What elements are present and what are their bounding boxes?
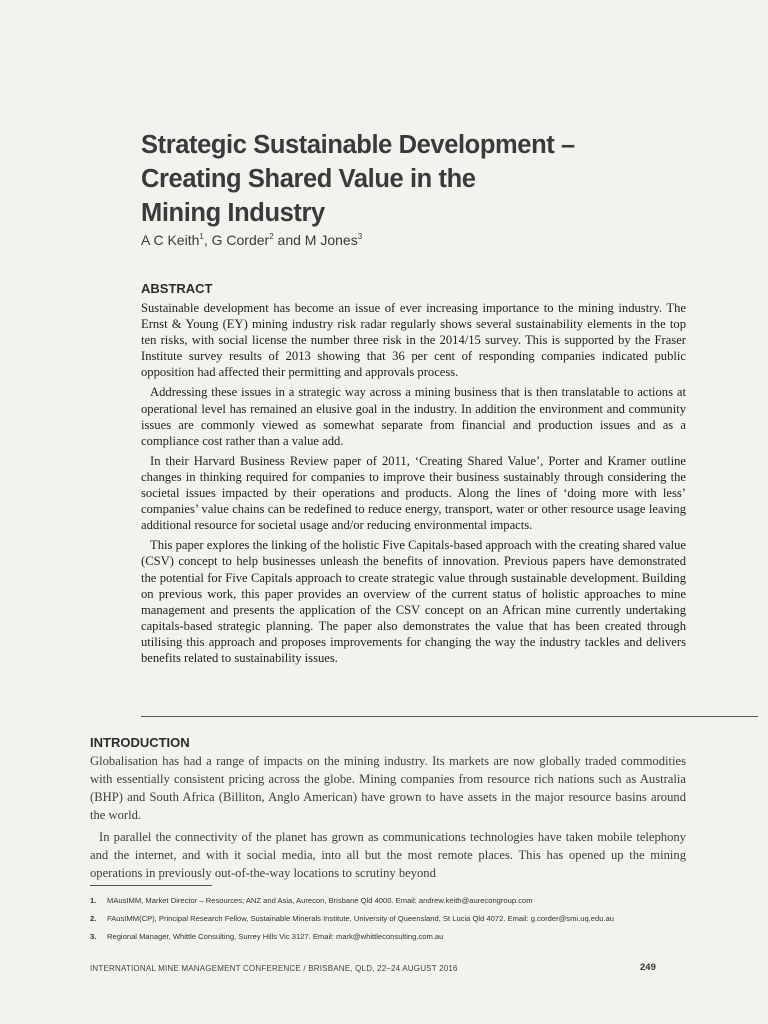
running-footer: INTERNATIONAL MINE MANAGEMENT CONFERENCE / BRISBANE, QLD, 22–24 AUGUST 2016 <box>90 964 458 973</box>
author-2: G Corder <box>211 232 270 248</box>
title-line-3: Mining Industry <box>141 199 325 227</box>
introduction-heading: INTRODUCTION <box>90 735 190 750</box>
footnote-item <box>90 896 690 914</box>
author-list <box>141 232 362 248</box>
footnotes <box>90 896 690 950</box>
introduction-paragraph: In parallel the connectivity of the planet has grown as communications technologies have taken mobile telephony and the internet, and with it social media, into all but the most remote places. This has opened up the mining operations in previously out-of-the-way locations to scrutiny beyond <box>90 830 686 880</box>
introduction-body <box>90 752 686 886</box>
author-1-affiliation: 1 <box>199 232 204 241</box>
author-separator: and <box>273 232 305 248</box>
abstract-paragraph: In their Harvard Business Review paper of 2011, ‘Creating Shared Value’, Porter and Kramer outline changes in thinking required for companies to improve their business sustainably through considering the societal issues impacted by their operations and products. Along the lines of ‘doing more with less’ companies’ value chains can be redefined to reduce energy, transport, water or other resource usage leaving additional resource for societal usage and/or reducing environmental impacts. <box>141 453 686 533</box>
author-1: A C Keith <box>141 232 200 248</box>
paper-title <box>141 128 701 230</box>
author-2-affiliation: 2 <box>269 232 274 241</box>
footnote-text: FAusIMM(CP), Principal Research Fellow, Sustainable Minerals Institute, University of Queensland, St Lucia Qld 4072. Email: g.corder@smi.uq.edu.au <box>107 914 615 923</box>
section-divider <box>141 716 758 717</box>
footnote-item <box>90 914 690 932</box>
title-line-1: Strategic Sustainable Development – <box>141 131 575 159</box>
footnote-number: 3. <box>90 932 97 941</box>
page-number: 249 <box>640 962 656 973</box>
footnote-item <box>90 932 690 950</box>
footnote-text: Regional Manager, Whittle Consulting, Surrey Hills Vic 3127. Email: mark@whittleconsulting.com.au <box>107 932 444 941</box>
footnote-divider <box>90 885 212 886</box>
author-3-affiliation: 3 <box>357 232 363 241</box>
title-line-2: Creating Shared Value in the <box>141 165 476 193</box>
footnote-text: MAusIMM, Market Director – Resources; ANZ and Asia, Aurecon, Brisbane Qld 4000. Email: andrew.keith@aurecongroup.com <box>107 896 533 905</box>
abstract-heading: ABSTRACT <box>141 281 213 296</box>
introduction-paragraph: Globalisation has had a range of impacts on the mining industry. Its markets are now globally traded commodities with essentially consistent pricing across the globe. Mining companies from resource rich nations such as Australia (BHP) and South Africa (Billiton, Anglo American) have grown to have assets in the major resource basins around the world. <box>90 754 686 822</box>
abstract-paragraph: Sustainable development has become an issue of ever increasing importance to the mining industry. The Ernst & Young (EY) mining industry risk radar regularly shows several sustainability elements in the top ten risks, with social license the number three risk in the 2014/15 survey. This is supported by the Fraser Institute survey results of 2013 showing that 36 per cent of responding companies indicated public opposition had affected their permitting and approvals process. <box>141 301 686 380</box>
abstract-body <box>141 300 686 670</box>
abstract-paragraph: Addressing these issues in a strategic way across a mining business that is then translatable to actions at operational level has remained an elusive goal in the industry. In addition the environment and community issues are commonly viewed as somewhat separate from financial and production issues and as a compliance cost rather than a value add. <box>141 385 686 448</box>
footnote-number: 1. <box>90 896 97 905</box>
author-3: M Jones <box>304 232 358 248</box>
footnote-number: 2. <box>90 914 97 923</box>
abstract-paragraph: This paper explores the linking of the holistic Five Capitals-based approach with the creating shared value (CSV) concept to help businesses unleash the benefits of innovation. Previous papers have demonstrated the potential for Five Capitals approach to create strategic value through sustainable development. Building on previous work, this paper provides an overview of the current status of holistic approaches to mine management and presents the application of the CSV concept on an African mine currently undertaking capitals-based strategic planning. The paper also demonstrates the value that has been created through utilising this approach and proposes improvements for changing the way the industry tackles and delivers benefits related to sustainability issues. <box>141 538 686 665</box>
author-separator: , <box>203 232 212 248</box>
